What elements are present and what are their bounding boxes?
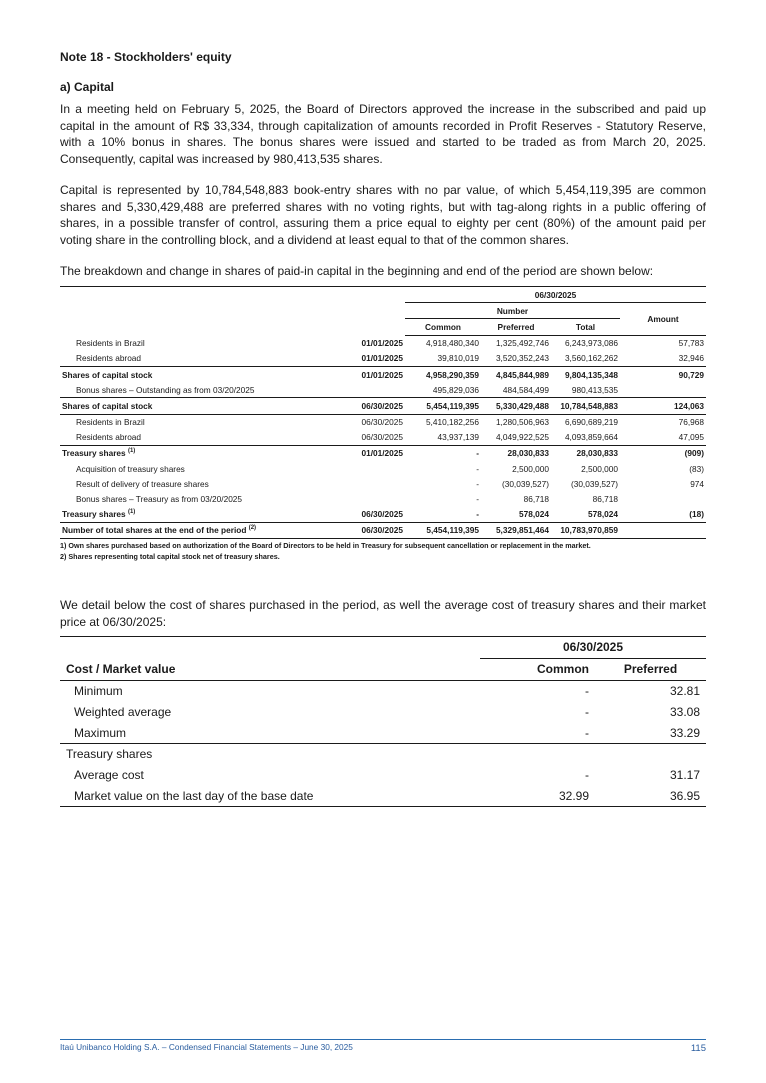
cost-table-row [60, 765, 706, 786]
row-common [405, 382, 481, 398]
row-common [405, 491, 481, 506]
cost-row-common [480, 743, 595, 764]
row-label [60, 445, 343, 461]
row-amount [620, 414, 706, 430]
row-label-text: Shares of capital stock [62, 400, 153, 411]
row-amount [620, 366, 706, 382]
row-date [343, 445, 405, 461]
row-amount [620, 522, 706, 538]
row-preferred-text: 1,325,492,746 [495, 338, 549, 349]
shares-table-row [60, 522, 706, 538]
paragraph-capital-representation: Capital is represented by 10,784,548,883 book-entry shares with no par value, of which 5,454,119,395 are common shares and 5,330,429,488 are preferred shares with no voting rights, but with tag-along rights in a public offering of shares, in a possible transfer of control, assuring them a price equal to eighty per cent (80%) of the amount paid per voting share in the controlling block, and a dividend at least equal to that of the common shares. [60, 183, 706, 247]
amount-header: Amount [620, 303, 706, 335]
row-preferred-text: 5,330,429,488 [495, 400, 549, 411]
row-preferred-text: 578,024 [519, 509, 549, 520]
row-amount [620, 382, 706, 398]
row-preferred [481, 351, 551, 367]
row-preferred-text: 484,584,499 [502, 384, 549, 395]
row-common-text: 43,937,139 [437, 432, 479, 443]
cost-row-preferred: 33.08 [669, 704, 700, 719]
row-label-text: Residents in Brazil [76, 417, 145, 428]
cost-label-header: Cost / Market value [60, 658, 480, 680]
row-date-text: 06/30/2025 [361, 509, 403, 520]
row-date [343, 351, 405, 367]
column-common-header: Common [405, 319, 481, 335]
cost-table-row [60, 701, 706, 722]
shares-table-row [60, 398, 706, 414]
row-preferred-text: 1,280,506,963 [495, 417, 549, 428]
row-total-text: 86,718 [592, 494, 618, 505]
row-preferred-text: 2,500,000 [512, 463, 549, 474]
row-label-text: Residents in Brazil [76, 337, 145, 348]
row-common-text: 4,958,290,359 [425, 369, 479, 380]
row-amount [620, 335, 706, 351]
column-preferred-header: Preferred [481, 319, 551, 335]
footnote-marker: (1) [127, 448, 136, 455]
shares-table-row [60, 335, 706, 351]
row-total-text: 9,804,135,348 [564, 369, 618, 380]
row-preferred [481, 461, 551, 476]
row-amount [620, 398, 706, 414]
cost-table-row [60, 722, 706, 743]
row-date [343, 335, 405, 351]
row-total [551, 476, 620, 491]
row-label-text: Bonus shares – Treasury as from 03/20/2025 [76, 494, 243, 505]
section-title: a) Capital [60, 80, 115, 94]
shares-table-row [60, 366, 706, 382]
row-amount-text: 76,968 [678, 417, 705, 428]
row-amount [620, 351, 706, 367]
row-total-text: 4,093,859,664 [564, 432, 618, 443]
cost-row-preferred [595, 743, 706, 764]
footnote-marker: (1) [127, 509, 136, 516]
row-amount-text: 90,729 [678, 369, 705, 380]
row-common-text: 4,918,480,340 [425, 338, 479, 349]
row-total-text: 6,243,973,086 [564, 338, 618, 349]
column-total-header: Total [551, 319, 620, 335]
cost-row-preferred: 33.29 [669, 725, 700, 740]
row-total [551, 445, 620, 461]
row-label [60, 414, 343, 430]
row-preferred-text: 4,845,844,989 [495, 369, 549, 380]
cost-table-row [60, 786, 706, 807]
row-label [60, 335, 343, 351]
row-common [405, 476, 481, 491]
row-total-text: 2,500,000 [581, 463, 618, 474]
cost-row-label: Maximum [74, 725, 127, 740]
shares-table-row [60, 491, 706, 506]
cost-table-row [60, 743, 706, 764]
row-label-text: Treasury shares [62, 509, 126, 520]
row-total [551, 461, 620, 476]
cost-row-preferred: 36.95 [595, 786, 706, 807]
row-total [551, 430, 620, 446]
row-preferred [481, 507, 551, 523]
cost-common-header: Common [480, 658, 595, 680]
paragraph-capital-increase: In a meeting held on February 5, 2025, the Board of Directors approved the increase in the subscribed and paid up capital in the amount of R$ 33,334, through capitalization of amounts recorded in Profit Reserves - Statutory Reserve, with a 10% bonus in shares. The bonus shares were issued and started to be traded as from March 20, 2025. Consequently, capital was increased by 980,413,535 shares. [60, 102, 706, 166]
row-total [551, 507, 620, 523]
row-date [343, 507, 405, 523]
number-header: Number [405, 303, 620, 319]
row-common [405, 351, 481, 367]
row-date-text: 01/01/2025 [361, 369, 403, 380]
row-preferred [481, 414, 551, 430]
row-amount-text: 124,063 [674, 400, 705, 411]
row-common [405, 461, 481, 476]
cost-table-body [60, 680, 706, 807]
row-date [343, 491, 405, 506]
cost-row-label: Minimum [74, 683, 123, 698]
row-date [343, 382, 405, 398]
row-label [60, 382, 343, 398]
cost-market-value-table [60, 636, 706, 807]
row-label [60, 491, 343, 506]
shares-table-row [60, 430, 706, 446]
shares-table-row [60, 414, 706, 430]
row-common [405, 445, 481, 461]
row-date-text: 01/01/2025 [361, 337, 403, 348]
row-preferred [481, 335, 551, 351]
cost-row-common: - [585, 725, 589, 740]
row-preferred [481, 522, 551, 538]
row-label-text: Residents abroad [76, 432, 142, 443]
row-common-text: 39,810,019 [437, 353, 479, 364]
row-common-text: 5,454,119,395 [426, 400, 479, 411]
cost-row-common: - [585, 704, 589, 719]
row-label-text: Bonus shares – Outstanding as from 03/20/2025 [76, 384, 255, 395]
row-amount [620, 461, 706, 476]
note-title: Note 18 - Stockholders' equity [60, 50, 232, 64]
row-total [551, 522, 620, 538]
row-preferred-text: 5,329,851,464 [495, 525, 549, 536]
row-total [551, 351, 620, 367]
row-common-text: - [476, 463, 479, 474]
row-total-text: 578,024 [588, 509, 618, 520]
cost-period-header: 06/30/2025 [480, 637, 706, 659]
row-common [405, 366, 481, 382]
row-label [60, 366, 343, 382]
row-date-text: 06/30/2025 [361, 400, 403, 411]
row-common-text: - [476, 494, 479, 505]
row-common-text: - [476, 478, 479, 489]
cost-row-preferred: 31.17 [669, 768, 700, 783]
row-label [60, 522, 343, 538]
row-date [343, 522, 405, 538]
footnote-1: 1) Own shares purchased based on authorization of the Board of Directors to be held in Treasury for subsequent cancellation or replacement in the market. [60, 541, 591, 550]
shares-table-row [60, 445, 706, 461]
row-date [343, 476, 405, 491]
row-preferred-text: 3,520,352,243 [495, 353, 549, 364]
row-total-text: 6,690,689,219 [564, 417, 618, 428]
row-date-text: 01/01/2025 [361, 353, 403, 364]
row-total-text: (30,039,527) [570, 478, 618, 489]
row-date [343, 398, 405, 414]
footer-text: Itaú Unibanco Holding S.A. – Condensed Financial Statements – June 30, 2025 [60, 1042, 353, 1052]
row-total [551, 398, 620, 414]
row-common [405, 507, 481, 523]
row-date-text: 01/01/2025 [361, 448, 403, 459]
row-common [405, 398, 481, 414]
row-preferred [481, 398, 551, 414]
row-total-text: 10,783,970,859 [560, 525, 618, 536]
cost-row-label: Treasury shares [60, 743, 480, 764]
row-label [60, 351, 343, 367]
row-preferred-text: 4,049,922,525 [495, 432, 549, 443]
row-amount-text: (18) [689, 509, 705, 520]
row-total-text: 10,784,548,883 [560, 400, 618, 411]
shares-table-row [60, 476, 706, 491]
row-total [551, 491, 620, 506]
row-common [405, 414, 481, 430]
footnote-marker: (2) [248, 525, 257, 532]
row-label [60, 476, 343, 491]
row-amount [620, 491, 706, 506]
shares-capital-table [60, 286, 706, 539]
row-preferred [481, 445, 551, 461]
cost-table-row [60, 680, 706, 701]
cost-row-label: Market value on the last day of the base date [60, 786, 480, 807]
cost-row-common: - [585, 683, 589, 698]
row-label-text: Acquisition of treasury shares [76, 463, 185, 474]
row-label-text: Result of delivery of treasure shares [76, 478, 209, 489]
row-label [60, 461, 343, 476]
cost-row-common: - [585, 768, 589, 783]
row-total-text: 28,030,833 [576, 448, 618, 459]
row-label-text: Shares of capital stock [62, 369, 153, 380]
page-number: 115 [690, 1043, 706, 1054]
paragraph-breakdown-intro: The breakdown and change in shares of paid-in capital in the beginning and end of the period are shown below: [60, 264, 654, 278]
row-amount-text: 974 [690, 478, 705, 489]
row-preferred [481, 430, 551, 446]
row-date [343, 461, 405, 476]
footnote-2: 2) Shares representing total capital stock net of treasury shares. [60, 552, 280, 561]
row-label [60, 507, 343, 523]
row-common-text: 495,829,036 [432, 384, 479, 395]
row-preferred [481, 491, 551, 506]
row-common-text: 5,454,119,395 [426, 525, 479, 536]
row-common [405, 335, 481, 351]
row-date-text: 06/30/2025 [361, 417, 403, 428]
row-label-text: Treasury shares [62, 448, 126, 459]
shares-table-row [60, 382, 706, 398]
row-total [551, 414, 620, 430]
row-amount-text: 47,095 [678, 432, 705, 443]
row-total [551, 366, 620, 382]
paragraph-cost-intro: We detail below the cost of shares purchased in the period, as well the average cost of treasury shares and their market price at 06/30/2025: [60, 598, 706, 629]
row-preferred [481, 382, 551, 398]
row-date [343, 430, 405, 446]
row-amount [620, 430, 706, 446]
cost-preferred-header: Preferred [595, 658, 706, 680]
row-label-text: Number of total shares at the end of the period [62, 525, 247, 536]
shares-table-row [60, 351, 706, 367]
row-amount-text: 57,783 [678, 338, 705, 349]
row-date [343, 414, 405, 430]
row-common [405, 522, 481, 538]
row-amount-text: (909) [684, 448, 705, 459]
row-amount [620, 445, 706, 461]
row-common [405, 430, 481, 446]
row-preferred-text: (30,039,527) [501, 478, 549, 489]
row-amount [620, 507, 706, 523]
row-label [60, 398, 343, 414]
row-amount-text: 32,946 [678, 353, 705, 364]
row-label [60, 430, 343, 446]
row-date-text: 06/30/2025 [361, 432, 403, 443]
row-common-text: - [476, 448, 479, 459]
row-date [343, 366, 405, 382]
cost-row-preferred: 32.81 [669, 683, 700, 698]
period-header: 06/30/2025 [405, 287, 706, 303]
row-preferred [481, 476, 551, 491]
cost-row-common: 32.99 [480, 786, 595, 807]
row-common-text: 5,410,182,256 [425, 417, 479, 428]
cost-row-label: Weighted average [74, 704, 172, 719]
row-common-text: - [476, 509, 479, 520]
row-total [551, 382, 620, 398]
row-date-text: 06/30/2025 [361, 525, 403, 536]
footer-divider [60, 1039, 706, 1040]
row-amount-text: (83) [689, 463, 705, 474]
shares-table-row [60, 507, 706, 523]
row-preferred-text: 28,030,833 [507, 448, 549, 459]
shares-table-row [60, 461, 706, 476]
row-amount [620, 476, 706, 491]
cost-row-label: Average cost [74, 768, 144, 783]
row-preferred-text: 86,718 [523, 494, 549, 505]
row-total-text: 980,413,535 [571, 384, 618, 395]
row-preferred [481, 366, 551, 382]
row-total-text: 3,560,162,262 [564, 353, 618, 364]
row-total [551, 335, 620, 351]
shares-table-body [60, 335, 706, 538]
row-label-text: Residents abroad [76, 353, 142, 364]
